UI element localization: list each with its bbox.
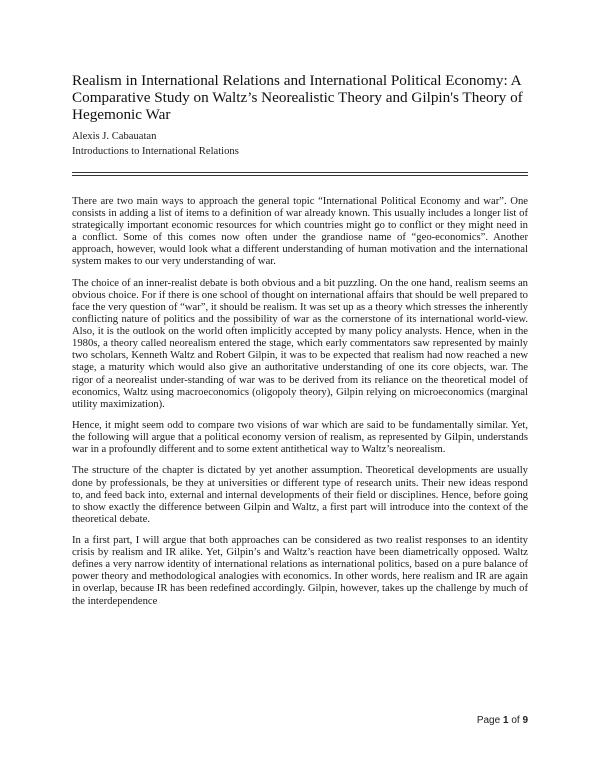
body-text [72, 196, 528, 617]
page-current: 1 [502, 715, 509, 726]
page-of: of [511, 715, 520, 726]
paragraph: The choice of an inner-realist debate is both obvious and a bit puzzling. On the one hand, realism seems an obvious choice. For if there is one school of thought on international affairs that should be well prepared to face the very question of “war”, it should be realism. It was set up as a theory which stresses the inherently conflicting nature of politics and the possibility of war as the cornerstone of its international world-view. Also, it is the outlook on the world often implicitly accepted by many policy analysts. Hence, when in the 1980s, a theory called neorealism entered the stage, which early commentators saw represented by mainly two scholars, Kenneth Waltz and Robert Gilpin, it was to be expected that realism had now reached a new stage, a maturity which would also give an authoritative understanding of one its core objects, war. The rigor of a neorealist under-standing of war was to be derived from its reliance on the theoretical model of economics, Waltz using macroeconomics (oligopoly theory), Gilpin relying on microeconomics (marginal utility maximization). [72, 277, 528, 410]
header-rule-top [72, 172, 528, 173]
page-label: Page [476, 715, 501, 726]
paragraph: In a first part, I will argue that both approaches can be considered as two realist responses to an identity crisis by realism and IR alike. Yet, Gilpin’s and Waltz’s reaction have been diametrically opposed. Waltz defines a very narrow identity of international relations as international politics, based on a pure balance of power theory and methodological analogies with economics. In other words, here realism and IR are again in overlap, because IR has been redefined accordingly. Gilpin, however, takes up the challenge by much of the interdependence [72, 535, 528, 607]
paragraph: There are two main ways to approach the general topic “International Political Economy and war”. One consists in adding a list of items to a definition of war already known. This usually includes a longer list of strategically important economic resources for which countries might go to conflict or they might need in a conflict. Some of this comes now often under the grandiose name of “geo-economics”. Another approach, however, would look what a different understanding of human motivation and the international system makes to our very understanding of war. [72, 196, 528, 268]
header-rule-bottom [72, 175, 528, 176]
paragraph: Hence, it might seem odd to compare two visions of war which are said to be fundamentally similar. Yet, the following will argue that a political economy version of realism, as represented by Gilpin, understands war in a profoundly different and to some extent antithetical way to Waltz’s neorealism. [72, 419, 528, 456]
paragraph: The structure of the chapter is dictated by yet another assumption. Theoretical developments are usually done by professionals, be they at universities or different type of research units. Their new ideas respond to, and feed back into, external and internal developments of their field or disciplines. Hence, before going to show exactly the difference between Gilpin and Waltz, a first part will introduce into the context of the theoretical debate. [72, 465, 528, 525]
page-total: 9 [522, 715, 528, 726]
course-name: Introductions to International Relations [72, 145, 239, 157]
author-name: Alexis J. Cabauatan [72, 131, 157, 142]
author-block [72, 130, 239, 159]
page-number [477, 715, 528, 726]
paper-title: Realism in International Relations and International Political Economy: A Comparative Study on Waltz’s Neorealistic Theory and Gilpin's Theory of Hegemonic War [72, 72, 523, 123]
